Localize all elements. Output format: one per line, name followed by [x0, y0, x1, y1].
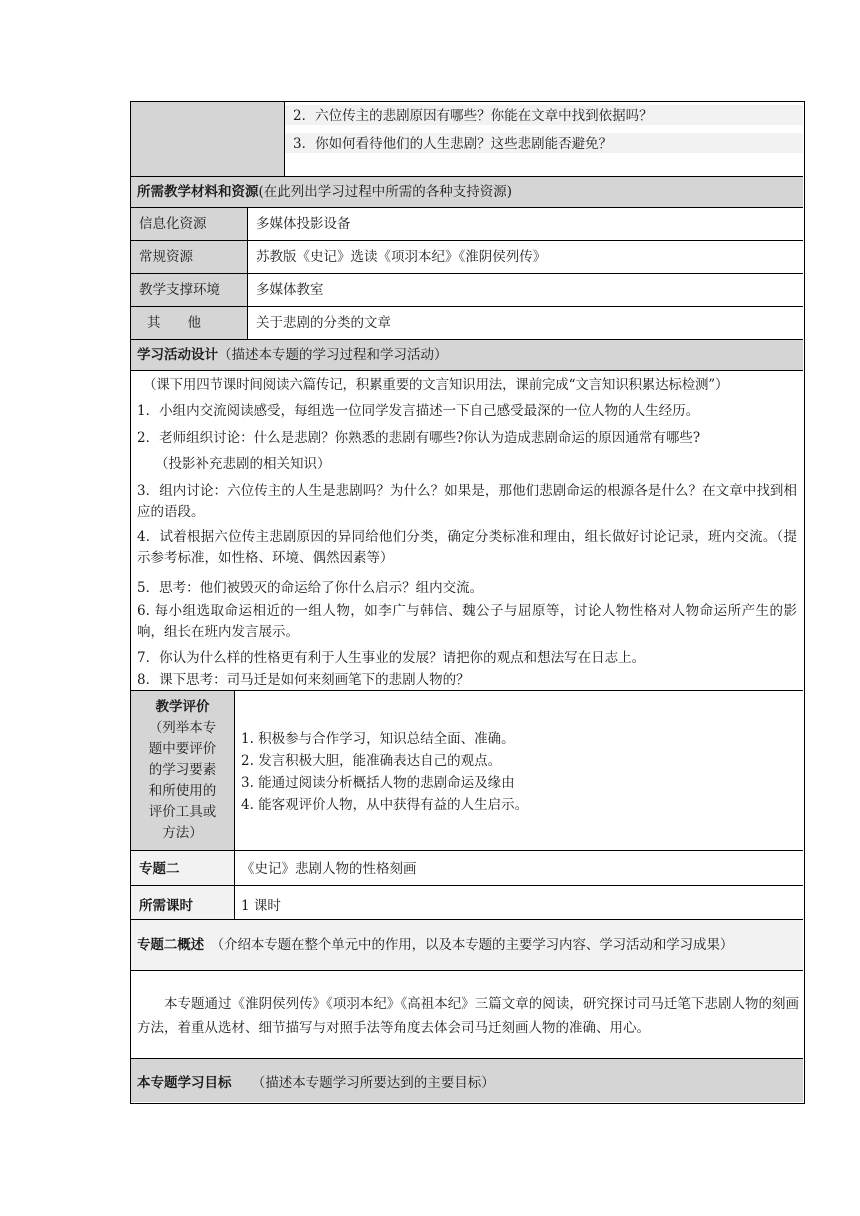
- activity-item: （投影补充悲剧的相关知识）: [155, 456, 331, 472]
- resource-value: 多媒体投影设备: [256, 216, 351, 232]
- activity-item: 2．老师组织讨论：什么是悲剧？你熟悉的悲剧有哪些?你认为造成悲剧命运的原因通常有哪些?: [137, 430, 701, 446]
- overview-header-note: （介绍本专题在整个单元中的作用，以及本专题的主要学习内容、学习活动和学习成果）: [217, 937, 734, 953]
- activity-item: 1．小组内交流阅读感受，每组选一位同学发言描述一下自己感受最深的一位人物的人生经历。: [137, 403, 700, 419]
- goals-header-title: 本专题学习目标: [137, 1075, 232, 1091]
- materials-header: [131, 177, 803, 207]
- evaluation-note: （列举本专 题中要评价 的学习要素 和所使用的 评价工具或 方法）: [148, 720, 217, 841]
- evaluation-item: 3. 能通过阅读分析概括人物的悲剧命运及缘由: [241, 775, 515, 791]
- activity-header-note: （描述本专题的学习过程和学习活动）: [218, 347, 448, 363]
- materials-header-title: 所需教学材料和资源: [137, 184, 259, 200]
- activity-item: 7．你认为什么样的性格更有利于人生事业的发展？请把你的观点和想法写在日志上。: [137, 650, 646, 666]
- evaluation-item: 1. 积极参与合作学习，知识总结全面、准确。: [241, 731, 515, 747]
- evaluation-item: 2. 发言积极大胆，能准确表达自己的观点。: [241, 753, 502, 769]
- topic2-label: 专题二: [139, 861, 180, 877]
- evaluation-item: 4. 能客观评价人物，从中获得有益的人生启示。: [241, 797, 529, 813]
- hours-value: 1 课时: [241, 898, 281, 914]
- overview-header-title: 专题二概述: [137, 937, 204, 953]
- goals-header-note: （描述本专题学习所要达到的主要目标）: [258, 1075, 495, 1091]
- activity-item: 4．试着根据六位传主悲剧原因的异同给他们分类，确定分类标准和理由，组长做好讨论记录，班内交流。（提示参考标准，如性格、环境、偶然因素等）: [137, 529, 797, 566]
- activity-item: 6. 每小组选取命运相近的一组人物，如李广与韩信、魏公子与屈原等，讨论人物性格对人物命运所产生的影响，组长在班内发言展示。: [137, 603, 797, 640]
- resource-label: 教学支撑环境: [139, 282, 220, 298]
- topic2-value: 《史记》悲剧人物的性格刻画: [241, 861, 417, 877]
- activity-item: 8．课下思考：司马迁是如何来刻画笔下的悲剧人物的？: [137, 672, 470, 688]
- activity-header: [131, 340, 803, 370]
- question-item: 2．六位传主的悲剧原因有哪些？你能在文章中找到依据吗？: [293, 108, 653, 124]
- lesson-plan-table: [130, 101, 805, 1104]
- resource-value: 关于悲剧的分类的文章: [256, 315, 391, 331]
- activity-item: 5．思考：他们被毁灭的命运给了你什么启示？组内交流。: [137, 580, 484, 596]
- evaluation-title: 教学评价: [155, 699, 210, 715]
- activity-item: 3．组内讨论：六位传主的人生是悲剧吗？为什么？如果是，那他们悲剧命运的根源各是什么？在文章中找到相应的语段。: [137, 483, 797, 520]
- resource-value: 多媒体教室: [256, 282, 324, 298]
- question-item: 3．你如何看待他们的人生悲剧？这些悲剧能否避免？: [293, 136, 613, 152]
- activity-header-title: 学习活动设计: [137, 347, 218, 363]
- activity-intro: （课下用四节课时间阅读六篇传记，积累重要的文言知识用法，课前完成“文言知识积累达标检测”）: [143, 377, 729, 393]
- hours-label: 所需课时: [139, 898, 193, 914]
- evaluation-label-cell: [131, 691, 234, 850]
- resource-label: 常规资源: [139, 249, 193, 265]
- resource-label: 信息化资源: [139, 216, 207, 232]
- empty-label-cell: [131, 102, 284, 176]
- overview-header: [131, 920, 803, 970]
- materials-header-note: (在此列出学习过程中所需的各种支持资源): [258, 184, 513, 200]
- overview-body: 本专题通过《淮阴侯列传》《项羽本纪》《高祖本纪》三篇文章的阅读，研究探讨司马迁笔下悲剧人物的刻画方法，着重从选材、细节描写与对照手法等角度去体会司马迁刻画人物的准确、用心。: [137, 996, 799, 1036]
- resource-value: 苏教版《史记》选读《项羽本纪》《淮阴侯列传》: [256, 249, 547, 265]
- resource-label: 其 他: [147, 315, 201, 331]
- goals-header: [131, 1059, 803, 1102]
